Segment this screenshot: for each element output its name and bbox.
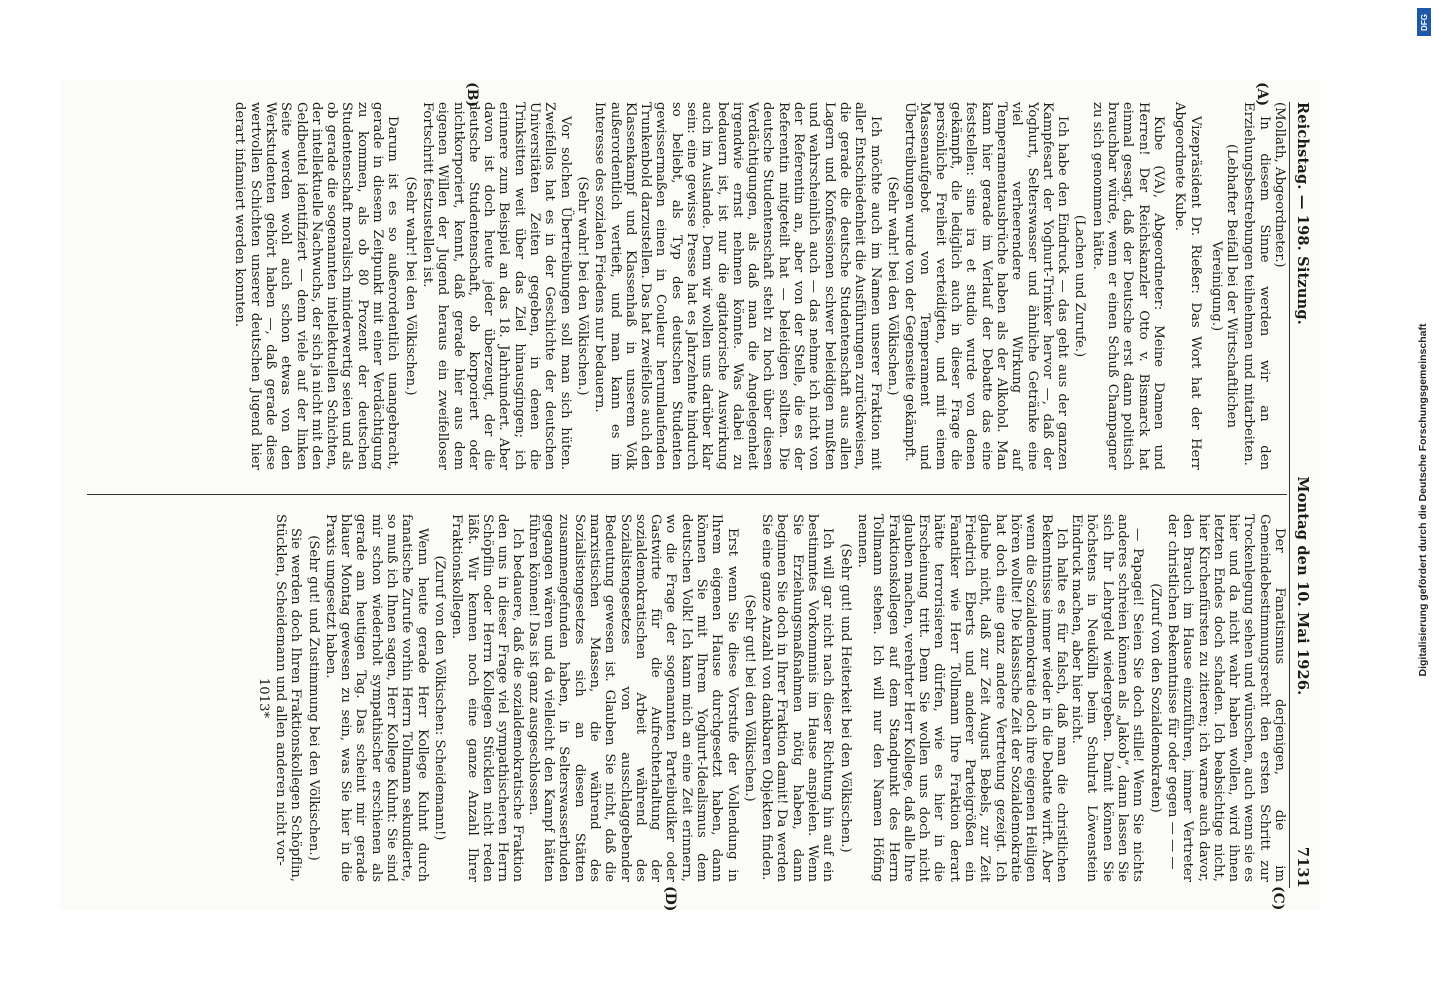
margin-letter-a: (A) bbox=[1254, 82, 1270, 107]
columns bbox=[232, 82, 1290, 912]
rotated-page-content bbox=[60, 80, 1320, 910]
right-column bbox=[253, 514, 1287, 882]
interjection: (Sehr wahr! bei den Völkischen.) bbox=[884, 176, 900, 396]
margin-letter-b: (B) bbox=[464, 82, 480, 108]
dfg-logo: DFG bbox=[1417, 8, 1431, 36]
paragraph: Ich habe den Eindruck — das geht aus der ganzen Kampfesart der Yoghurt-Trinker hervor —, daß der Yoghurt, Selterswasser und ähnliche Getränke eine viel verheerendere Wirkung auf Temperamentausbrüche haben als der Alkohol. Man kann hier gerade im Verlauf der Debatte das eine feststellen: sine ira et studio wurde von denen gekämpft, die lediglich auch in dieser Frage die persönliche Freiheit verteidigten, und mit einem Massenaufgebot von Temperament und Übertreibungen wurde von der Gegenseite gekämpft. bbox=[902, 102, 1071, 470]
paragraph: In diesem Sinne werden wir an den Erziehungsbestrebungen teilnehmen und mitarbeiten. bbox=[1241, 102, 1272, 470]
interjection: (Lachen und Zurufe.) bbox=[1072, 214, 1088, 358]
paragraph: Ich möchte auch im Namen unserer Fraktion mit aller Entschiedenheit die Ausführungen zurückweisen, die gerade die deutsche Studentenschaft aus allen Lagern und Konfessionen schwer beleidigen mußten und wahrscheinlich auch — das nehme ich nicht von der Referentin an, aber von der Stelle, die es der Referentin mitgeteilt hat — beleidigen sollten. Die deutsche Studentenschaft steht zu hoch über diesen Verdächtigungen, als daß man die Angelegenheit irgendwie ernst nehmen könnte. Was dabei zu bedauern ist, ist nur die agitatorische Auswirkung auch im Auslande. Denn wir wollen uns darüber klar sein: eine gewisse Presse hat es Jahrzehnte hindurch so beliebt, als Typ des deutschen Studenten gewissermaßen einen in Couleur herumlaufenden Trunkenbold darzustellen. Das hat zweifellos auch den Klassenkampf und Klassenhaß in unserem Volk außerordentlich vertieft, und man kann es im Interesse des sozialen Friedens nur bedauern. bbox=[592, 102, 883, 470]
scanned-page bbox=[60, 80, 1320, 910]
interjection: (Zuruf von den Sozialdemokraten) bbox=[1147, 583, 1163, 813]
column-divider bbox=[87, 494, 1287, 495]
credit-text: Digitalisierung gefördert durch die Deutsche Forschungsgemeinschaft bbox=[1417, 323, 1429, 677]
paragraph: — Papagei! Seien Sie doch stille! Wenn Sie nichts anderes schreien können als „Jakob“, dann lassen Sie sich Ihr Lehrgeld wiedergeben. Damit können Sie höchstens in Neukölln beim Schulrat Löwenstein Eindruck machen, aber hier nicht. bbox=[1069, 514, 1146, 882]
interjection: (Zuruf von den Völkischen: Scheidemann!) bbox=[431, 555, 447, 841]
header-session: Reichstag. — 198. Sitzung. bbox=[1294, 102, 1311, 325]
left-column bbox=[232, 102, 1287, 470]
header-page-number: 7131 bbox=[1294, 846, 1311, 888]
margin-letter-c: (C) bbox=[1270, 886, 1286, 911]
interjection: (Sehr gut! und Heiterkeit bei den Völkischen.) bbox=[837, 543, 853, 853]
paragraph: Wenn heute gerade Herr Kollege Kuhnt durch fanatische Zurufe vorhin Herrn Tollmann sekundierte, so muß ich Ihnen sagen, Herr Kollege Kuhnt: Sie sind mir schon wiederholt sympathischer erschienen als gerade am heutigen Tag. Das scheint mir gerade blauer Montag gewesen zu sein, was Sie hier in die Praxis umgesetzt haben. bbox=[322, 514, 430, 882]
speaker-paragraph: Kube (VA), Abgeordneter: Meine Damen und Herren! Der Reichskanzler Otto v. Bismarck hat einmal gesagt, daß der Deutsche erst dann politisch brauchbar würde, wenn er einen Schuß Champagner zu sich genommen hätte. bbox=[1089, 102, 1166, 470]
paragraph: Erst wenn Sie diese Vorstufe der Vollendung in Ihrem eigenen Hause durchgesetzt haben, dann können Sie mit Ihrem Yoghurt-Idealismus dem deutschen Volk! Ich kann mich an eine Zeit erinnern, wo die Frage der sogenannten Parteibudiker oder Gastwirte für die Aufrechterhaltung der sozialdemokratischen Arbeit während des Sozialistengesetzes von ausschlaggebender Bedeutung gewesen ist. Glauben Sie nicht, daß die marxistischen Massen, die während des Sozialistengesetzes sich an diesen Stätten zusammengefunden haben, in Selterswasserbuden gegangen wären und da vielleicht den Kampf hätten führen können! Das ist ganz ausgeschlossen. bbox=[525, 514, 740, 882]
digitization-credit bbox=[1414, 8, 1432, 992]
interjection: (Sehr gut! bei den Völkischen.) bbox=[741, 594, 757, 802]
paragraph: Darum ist es so außerordentlich unangebracht, gerade in diesem Zeitpunkt mit einer Verdächtigung zu kommen, als ob 80 Prozent der deutschen Studentenschaft moralisch minderwertig seien und als ob gerade die sogenannten intellektuellen Schichten, der intellektuelle Nachwuchs, der sich ja nicht mit den Geldbeutel identifiziert — denn viele auf der linken Seite werden wohl auch schon etwas von den Werkstudenten gehört haben —, daß gerade diese wertvollen Schichten unserer deutschen Jugend hier derart infamiert werden konnten. bbox=[232, 102, 401, 470]
paragraph: Ich bedauere, daß die sozialdemokratische Fraktion den uns in dieser Frage viel sympathischeren Herrn Schöpflin oder Herrn Kollegen Stücklen nicht reden läßt. Wir kennen noch eine ganze Anzahl Ihrer Fraktionskollegen. bbox=[449, 514, 526, 882]
interjection: (Sehr gut! und Zustimmung bei den Völkischen.) bbox=[305, 535, 321, 861]
paragraph: Sie werden doch Ihren Fraktionskollegen Schöpflin, Stücklen, Scheidemann und allen anderen nicht vor- bbox=[273, 514, 304, 882]
margin-letter-d: (D) bbox=[662, 886, 678, 912]
speaker-paragraph: Vizepräsident Dr. Rießer: Das Wort hat der Herr Abgeordnete Kube. bbox=[1172, 102, 1203, 470]
paragraph: Vor solchen Übertreibungen soll man sich hüten. Zweifellos hat es in der Geschichte der deutschen Universitäten Zeiten gegeben, in denen die Trinksitten weit über das Ziel hinausgingen; ich erinnere zum Beispiel an das 18. Jahrhundert. Aber davon ist doch heute jeder überzeugt, der die deutsche Studentenschaft, ob korporiert oder nichtkorporiert, kennt, daß gerade hier aus dem eigenen Willen der Jugend heraus ein zweifelloser Fortschritt festzustellen ist. bbox=[419, 102, 573, 470]
paragraph: Ich will gar nicht nach dieser Richtung hin auf ein bestimmtes Vorkommnis im Hause anspielen. Wenn Sie Erziehungsmaßnahmen nötig haben, dann beginnen Sie doch in Ihrer Fraktion damit! Da werden Sie eine ganze Anzahl von dankbaren Objekten finden. bbox=[759, 514, 836, 882]
page-header bbox=[1292, 102, 1310, 888]
interjection: (Sehr wahr! bei den Völkischen.) bbox=[574, 176, 590, 396]
header-date: Montag den 10. Mai 1926. bbox=[1294, 476, 1311, 696]
paragraph: Ich halte es für falsch, daß man die christlichen Bekenntnisse immer wieder in die Debatte wirft. Aber wenn die Sozialdemokratie doch ihre eigenen Heiligen hören wollte! Die klassische Zeit der Sozialdemokratie hat doch eine ganz andere Vertretung gezeigt. Ich glaube nicht, daß zur Zeit August Bebels, zur Zeit Friedrich Eberts und anderer Parteigrößen ein Fanatiker wie Herr Tollmann Ihre Fraktion derart hätte terrorisieren dürfen, wie es hier in die Erscheinung tritt. Denn Sie wollen uns doch nicht glauben machen, verehrter Herr Kollege, daß alle Ihre Fraktionskollegen auf dem Standpunkt des Herrn Tollmann stehen. Ich will nur den Namen Höfing nennen. bbox=[854, 514, 1069, 882]
footer-mark: 1013* bbox=[255, 677, 271, 719]
interjection: (Sehr wahr! bei den Völkischen.) bbox=[402, 176, 418, 396]
speaker-continuation: (Mollath, Abgeordneter.) bbox=[1272, 102, 1287, 268]
interjection: (Lebhafter Beifall bei der Wirtschaftlichen Vereinigung.) bbox=[1208, 144, 1240, 428]
paragraph: Der Fanatismus derjenigen, die im Gemeindebestimmungsrecht den ersten Schritt zur Trockenlegung sehen und wünschen, auch wenn sie es hier und da nicht wahr haben wollen, wird ihnen letzten Endes doch schaden. Ich beabsichtige nicht, hier Kirchenfürsten zu zitieren; ich warne auch davor, den Brauch im Hause einzuführen, immer Vertreter der christlichen Bekenntnisse für oder gegen — — — bbox=[1164, 514, 1287, 882]
